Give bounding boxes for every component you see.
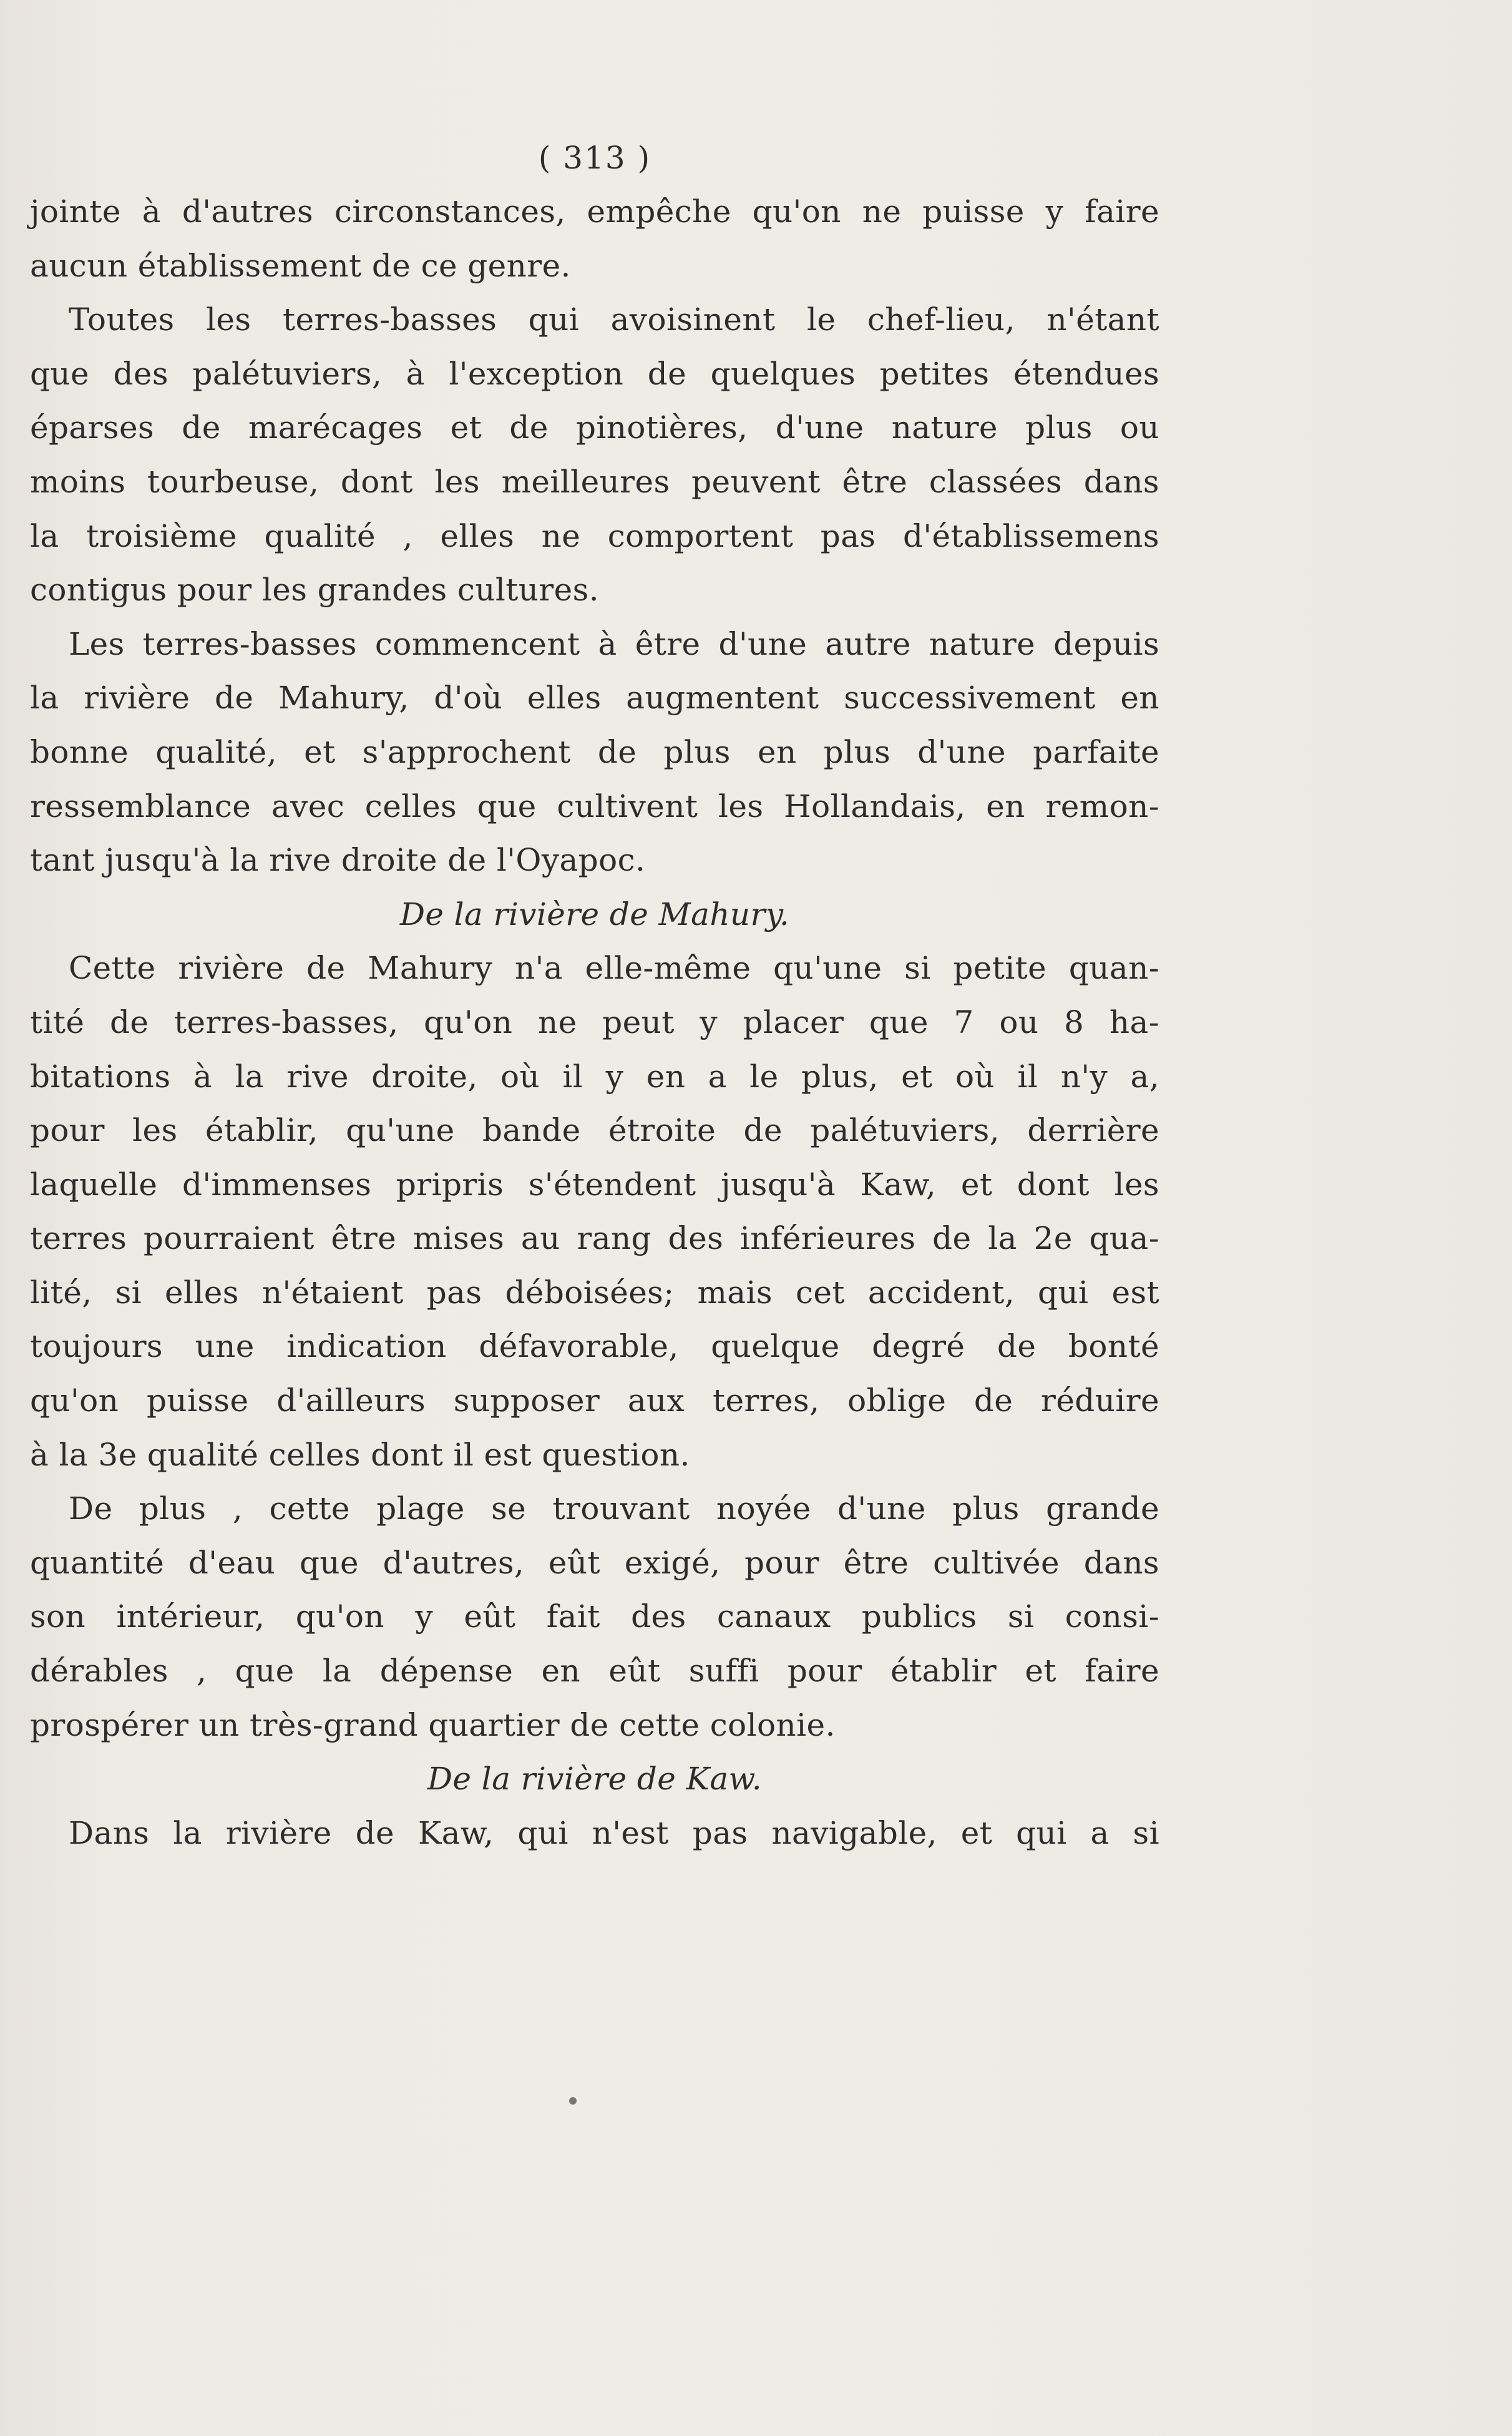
text-line: terres pourraient être mises au rang des inférieures de la 2e qua-	[30, 1220, 1159, 1257]
text-line: pour les établir, qu'une bande étroite de palétuviers, derrière	[30, 1112, 1159, 1149]
section-heading-kaw: De la rivière de Kaw.	[427, 1761, 763, 1798]
text-line: jointe à d'autres circonstances, empêche qu'on ne puisse y faire	[30, 193, 1159, 230]
text-line: quantité d'eau que d'autres, eût exigé, pour être cultivée dans	[30, 1544, 1159, 1581]
text-line: qu'on puisse d'ailleurs supposer aux terres, oblige de réduire	[30, 1382, 1159, 1419]
text-line: Dans la rivière de Kaw, qui n'est pas navigable, et qui a si	[69, 1814, 1159, 1851]
page-number: ( 313 )	[538, 140, 651, 176]
text-line: que des palétuviers, à l'exception de quelques petites étendues	[30, 355, 1159, 392]
page-text	[30, 131, 1159, 1860]
text-line: prospérer un très-grand quartier de cette colonie.	[30, 1706, 836, 1743]
text-line: contigus pour les grandes cultures.	[30, 572, 599, 609]
text-line: ressemblance avec celles que cultivent les Hollandais, en remon-	[30, 788, 1159, 824]
text-line: la rivière de Mahury, d'où elles augmentent successivement en	[30, 680, 1159, 717]
text-line: lité, si elles n'étaient pas déboisées; mais cet accident, qui est	[30, 1274, 1159, 1311]
ink-speck	[569, 2097, 577, 2105]
text-line: bonne qualité, et s'approchent de plus en plus d'une parfaite	[30, 733, 1159, 770]
text-line: aucun établissement de ce genre.	[30, 247, 571, 284]
text-line: son intérieur, qu'on y eût fait des canaux publics si consi-	[30, 1598, 1159, 1635]
text-line: moins tourbeuse, dont les meilleures peuvent être classées dans	[30, 463, 1159, 500]
text-line: tité de terres-basses, qu'on ne peut y placer que 7 ou 8 ha-	[30, 1004, 1159, 1040]
text-line: tant jusqu'à la rive droite de l'Oyapoc.	[30, 842, 646, 879]
section-heading-mahury: De la rivière de Mahury.	[399, 896, 790, 932]
text-line: toujours une indication défavorable, quelque degré de bonté	[30, 1328, 1159, 1365]
text-line: laquelle d'immenses pripris s'étendent jusqu'à Kaw, et dont les	[30, 1166, 1159, 1203]
text-line: Cette rivière de Mahury n'a elle-même qu'une si petite quan-	[69, 950, 1159, 987]
text-line: De plus , cette plage se trouvant noyée d'une plus grande	[69, 1490, 1159, 1527]
text-line: bitations à la rive droite, où il y en a le plus, et où il n'y a,	[30, 1058, 1159, 1095]
text-line: la troisième qualité , elles ne comportent pas d'établissemens	[30, 517, 1159, 554]
text-line: dérables , que la dépense en eût suffi pour établir et faire	[30, 1653, 1159, 1690]
text-line: Les terres-basses commencent à être d'une autre nature depuis	[69, 625, 1159, 662]
text-line: Toutes les terres-basses qui avoisinent le chef-lieu, n'étant	[69, 301, 1159, 338]
text-line: à la 3e qualité celles dont il est question.	[30, 1436, 690, 1473]
text-line: éparses de marécages et de pinotières, d'une nature plus ou	[30, 409, 1159, 446]
